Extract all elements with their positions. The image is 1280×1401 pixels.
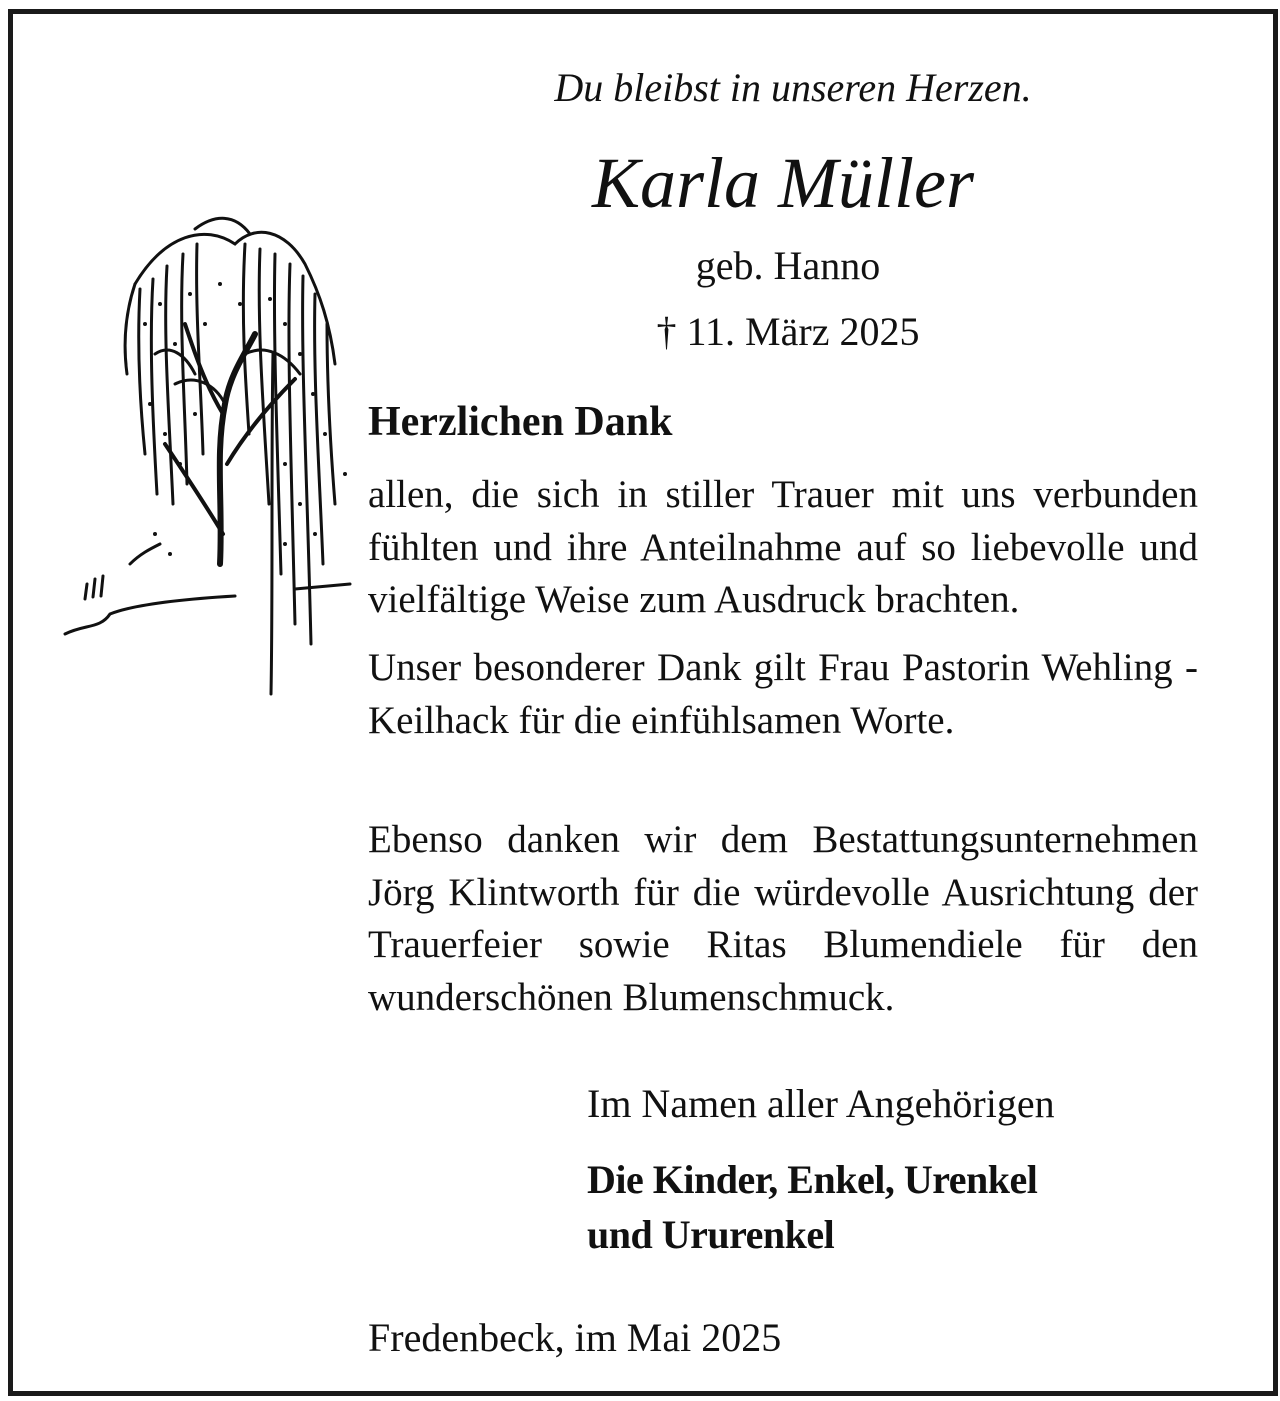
- signature-line-2: und Ururenkel: [587, 1212, 835, 1257]
- thanks-paragraph-1: allen, die sich in stiller Trauer mit uns verbunden fühlten und ihre Anteilnahme auf so liebevolle und vielfältige Weise zum Ausdruck brachten.: [368, 473, 1198, 621]
- death-date: † 11. März 2025: [656, 309, 920, 354]
- closing-line: Im Namen aller Angehörigen: [587, 1081, 1055, 1126]
- deceased-name: Karla Müller: [591, 143, 974, 223]
- signature-line-1: Die Kinder, Enkel, Urenkel: [587, 1157, 1038, 1202]
- maiden-name: geb. Hanno: [695, 243, 881, 288]
- obituary-notice: [8, 9, 1278, 1396]
- thanks-paragraph-3: Ebenso danken wir dem Bestattungsunternehmen Jörg Klintworth für die würdevolle Ausrichtung der Trauerfeier sowie Ritas Blumendiele für den wunderschönen Blumenschmuck.: [368, 818, 1198, 1019]
- thanks-paragraph-2: Unser besonderer Dank gilt Frau Pastorin Wehling - Keilhack für die einfühlsamen Worte.: [368, 646, 1198, 742]
- place-date: Fredenbeck, im Mai 2025: [368, 1315, 782, 1360]
- motto: Du bleibst in unseren Herzen.: [554, 65, 1032, 110]
- weeping-willow-icon: [45, 204, 355, 704]
- thanks-heading: Herzlichen Dank: [368, 399, 673, 445]
- signature: [587, 1152, 1207, 1262]
